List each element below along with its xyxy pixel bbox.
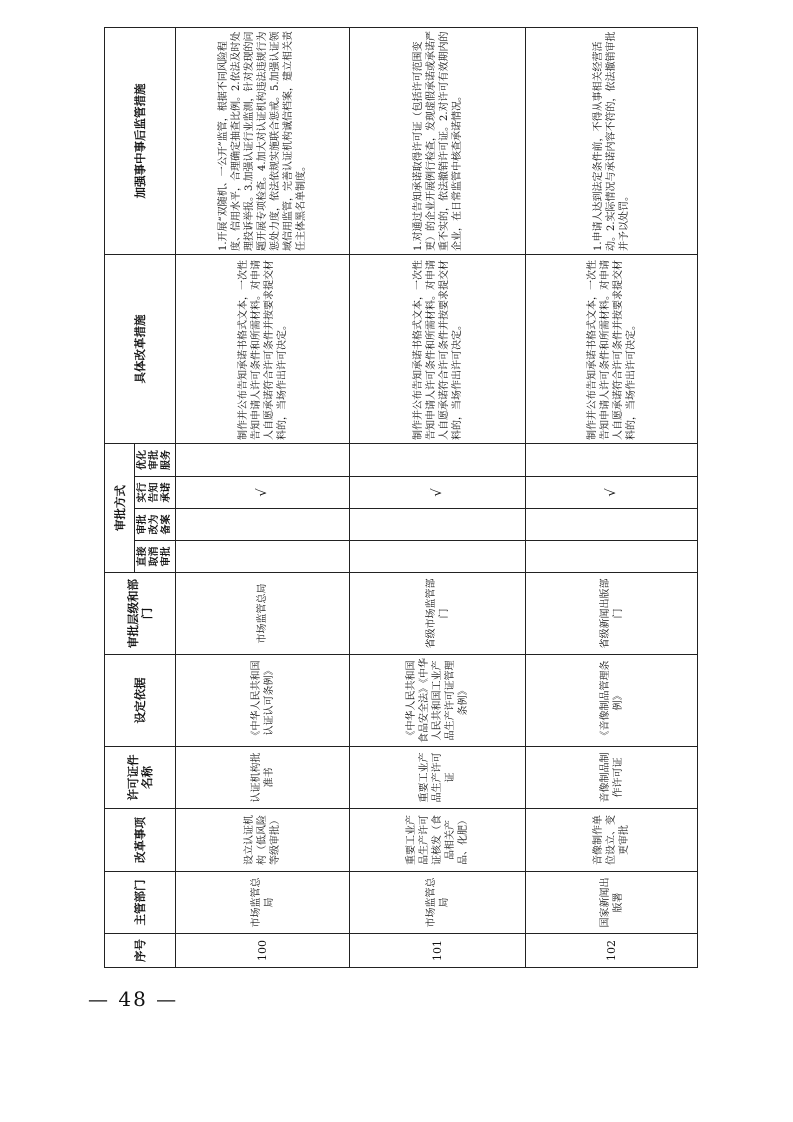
header-seq: 序号 (105, 934, 176, 968)
header-department: 主管部门 (105, 872, 176, 934)
table-row (350, 28, 526, 968)
table-row (176, 28, 350, 968)
row-notify-check: √ (350, 477, 526, 509)
row-record (176, 509, 350, 541)
row-seq: 101 (350, 934, 526, 968)
row-seq: 100 (176, 934, 350, 968)
header-basis: 设定依据 (105, 655, 176, 747)
header-method: 审批方式 (105, 444, 135, 573)
row-item: 重要工业产品生产许可证核发（食品相关产品、化肥） (350, 809, 526, 872)
row-item: 设立认证机构（低风险等级审批） (176, 809, 350, 872)
row-optimize (350, 444, 526, 477)
header-method-optimize: 优化审批服务 (135, 444, 176, 477)
row-supervision: 1.对通过告知承诺取得许可证（包括许可范围变更）的企业开展例行检查，发现虚假承诺或承诺严重不实的，依法撤销许可证。2.对许可有效期内的企业，在日常监管中核查承诺情况。 (350, 28, 526, 255)
row-level: 市场监管总局 (176, 573, 350, 655)
row-item: 音像制作单位设立、变更审批 (526, 809, 698, 872)
row-notify-check: √ (526, 477, 698, 509)
header-supervision: 加强事中事后监管措施 (105, 28, 176, 255)
row-department: 市场监管总局 (350, 872, 526, 934)
row-optimize (526, 444, 698, 477)
page-number: — 48 — (88, 987, 179, 1011)
header-license: 许可证件名称 (105, 747, 176, 809)
row-license: 重要工业产品生产许可证 (350, 747, 526, 809)
row-cancel (526, 541, 698, 573)
row-department: 市场监管总局 (176, 872, 350, 934)
row-record (350, 509, 526, 541)
row-measures: 制作并公布告知承诺书格式文本，一次性告知申请人许可条件和所需材料。对申请人自愿承诺符合许可条件并按要求提交材料的，当场作出许可决定。 (350, 255, 526, 444)
reform-table (104, 27, 698, 968)
header-method-cancel: 直接取消审批 (135, 541, 176, 573)
row-cancel (176, 541, 350, 573)
row-cancel (350, 541, 526, 573)
row-record (526, 509, 698, 541)
row-optimize (176, 444, 350, 477)
row-supervision: 1.申请人达到法定条件前，不得从事相关经营活动。2.实际情况与承诺内容不符的，依法撤销审批并予以处罚。 (526, 28, 698, 255)
row-measures: 制作并公布告知承诺书格式文本，一次性告知申请人许可条件和所需材料。对申请人自愿承诺符合许可条件并按要求提交材料的，当场作出许可决定。 (176, 255, 350, 444)
row-basis: 《中华人民共和国认证认可条例》 (176, 655, 350, 747)
header-method-notify: 实行告知承诺 (135, 477, 176, 509)
header-level: 审批层级和部门 (105, 573, 176, 655)
row-level: 省级新闻出版部门 (526, 573, 698, 655)
row-basis: 《中华人民共和国食品安全法》《中华人民共和国工业产品生产许可证管理条例》 (350, 655, 526, 747)
table-row (526, 28, 698, 968)
rotated-table-container (104, 31, 692, 968)
row-license: 认证机构批准书 (176, 747, 350, 809)
row-seq: 102 (526, 934, 698, 968)
row-supervision: 1.开展“双随机、一公开”监管，根据不同风险程度、信用水平，合理确定抽查比例。2.依法及时处理投诉举报。3.加强认证行业监测，针对发现的问题开展专项检查。4.加大对认证机构违法违规行为惩处力度，依法依规实施联合惩戒。5.加强认证领域信用监管，完善认证机构诚信档案，建立相关责任主体黑名单制度。 (176, 28, 350, 255)
row-basis: 《音像制品管理条例》 (526, 655, 698, 747)
row-measures: 制作并公布告知承诺书格式文本，一次性告知申请人许可条件和所需材料。对申请人自愿承诺符合许可条件并按要求提交材料的，当场作出许可决定。 (526, 255, 698, 444)
row-notify-check: √ (176, 477, 350, 509)
header-item: 改革事项 (105, 809, 176, 872)
header-measures: 具体改革措施 (105, 255, 176, 444)
row-license: 音像制品制作许可证 (526, 747, 698, 809)
row-level: 省级市场监管部门 (350, 573, 526, 655)
row-department: 国家新闻出版署 (526, 872, 698, 934)
header-method-record: 审批改为备案 (135, 509, 176, 541)
